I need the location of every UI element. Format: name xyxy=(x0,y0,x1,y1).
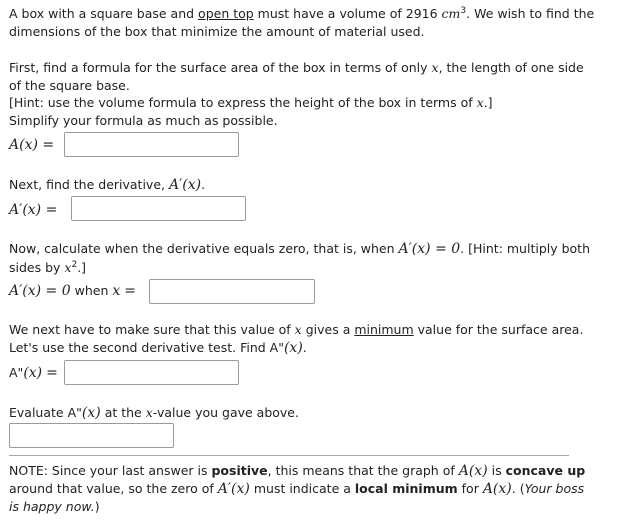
derivative-label: A′(x) = xyxy=(9,202,58,218)
step1-line-1: First, find a formula for the surface area of the box in terms of only x, the length of one side xyxy=(9,60,584,75)
note-line-2: around that value, so the zero of A′(x) must indicate a local minimum for A(x). (Your boss xyxy=(9,481,585,497)
evaluate-second-derivative-input[interactable] xyxy=(9,423,174,448)
open-top-link[interactable]: open top xyxy=(198,6,254,21)
note-line-1: NOTE: Since your last answer is positive, this means that the graph of A(x) is concave up xyxy=(9,463,586,479)
critical-point-label: A′(x) = 0 when x = xyxy=(9,283,136,299)
problem-statement-line-2: dimensions of the box that minimize the amount of material used. xyxy=(9,24,425,39)
second-derivative-label: A"(x) = xyxy=(9,365,58,381)
second-derivative-input[interactable] xyxy=(64,360,239,385)
minimum-link[interactable]: minimum xyxy=(354,322,414,337)
step4-line-1: We next have to make sure that this value of x gives a minimum value for the surface area. xyxy=(9,322,584,337)
problem-statement-line-1: A box with a square base and open top must have a volume of 2916 $cm^3$. We wish to find the xyxy=(9,5,595,21)
step4-line-2: Let's use the second derivative test. Find A"(x). xyxy=(9,340,307,356)
step1-line-2: of the square base. xyxy=(9,78,130,93)
surface-area-label: A(x) = xyxy=(9,137,55,153)
step1-hint: [Hint: use the volume formula to express the height of the box in terms of x.] xyxy=(9,95,493,110)
divider xyxy=(9,455,569,456)
surface-area-input[interactable] xyxy=(64,132,239,157)
step2-text: Next, find the derivative, A′(x). xyxy=(9,177,206,193)
step3-line-1: Now, calculate when the derivative equals zero, that is, when A′(x) = 0. [Hint: multiply both xyxy=(9,241,591,257)
critical-point-input[interactable] xyxy=(149,279,315,304)
note-line-3: is happy now.) xyxy=(9,499,100,514)
step5-text: Evaluate A"(x) at the x-value you gave above. xyxy=(9,405,299,421)
derivative-input[interactable] xyxy=(71,196,246,221)
step1-simplify: Simplify your formula as much as possible. xyxy=(9,113,278,128)
step3-line-2: sides by $x^2$.] xyxy=(9,259,87,275)
